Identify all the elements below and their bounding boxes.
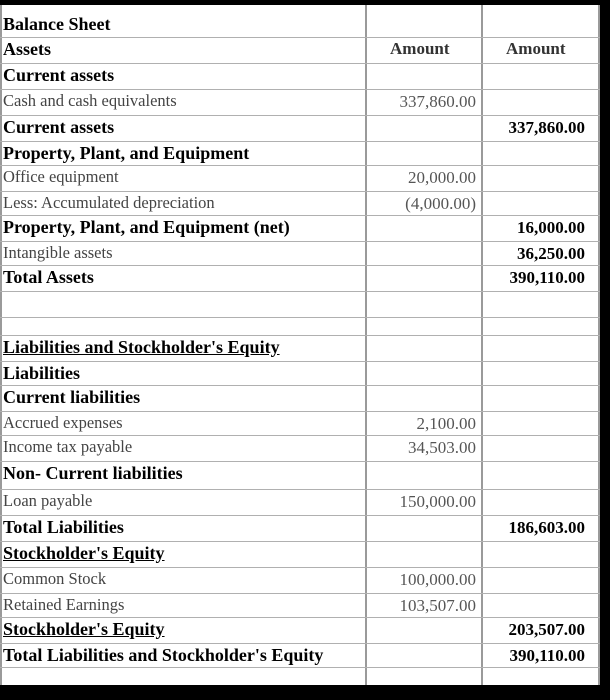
amount-column-header-2: Amount [506, 39, 566, 58]
accumulated-depreciation-row [0, 191, 600, 215]
header-assets: Assets [3, 39, 51, 59]
row-label: Accrued expenses [3, 413, 123, 432]
row-label: Common Stock [3, 569, 107, 588]
amount-cell-1: (4,000.00) [405, 194, 476, 213]
row-label: Stockholder's Equity [3, 619, 165, 639]
row-divider [0, 667, 600, 668]
row-label: Retained Earnings [3, 595, 125, 614]
row-label: Stockholder's Equity [3, 543, 165, 563]
row-label: Intangible assets [3, 243, 113, 262]
row-label: Current assets [3, 117, 115, 137]
cash-row [0, 89, 600, 113]
ppe-heading [0, 141, 600, 165]
row-label: Total Liabilities and Stockholder's Equity [3, 645, 324, 665]
header-row [0, 37, 600, 65]
row-label: Liabilities [3, 363, 81, 383]
row-label: Non- Current liabilities [3, 463, 183, 483]
accrued-expenses-row [0, 411, 600, 435]
row-label: Loan payable [3, 491, 93, 510]
office-equipment-row [0, 165, 600, 189]
income-tax-payable-row [0, 435, 600, 459]
title-row [0, 13, 600, 37]
total-assets-row [0, 265, 600, 289]
loan-payable-row [0, 489, 600, 513]
row-label: Liabilities and Stockholder's Equity [3, 337, 280, 357]
row-label: Cash and cash equivalents [3, 91, 177, 110]
spacer-row [0, 292, 600, 316]
row-label: Income tax payable [3, 437, 133, 456]
intangible-assets-row [0, 241, 600, 265]
amount-cell-2: 390,110.00 [509, 646, 585, 665]
amount-cell-1: 337,860.00 [399, 92, 476, 111]
ppe-net-row [0, 215, 600, 239]
sheet-title: Balance Sheet [3, 14, 111, 34]
amount-cell-1: 100,000.00 [399, 570, 476, 589]
current-assets-total-row [0, 115, 600, 139]
row-label: Property, Plant, and Equipment (net) [3, 217, 290, 237]
amount-cell-1: 20,000.00 [408, 168, 476, 187]
amount-cell-1: 103,507.00 [399, 596, 476, 615]
amount-cell-2: 337,860.00 [508, 118, 585, 137]
common-stock-row [0, 567, 600, 591]
amount-cell-1: 34,503.00 [408, 438, 476, 457]
current-assets-heading [0, 63, 600, 87]
row-divider [0, 317, 600, 318]
row-label: Total Liabilities [3, 517, 124, 537]
row-label: Current liabilities [3, 387, 141, 407]
current-liabilities-heading [0, 385, 600, 409]
amount-cell-2: 36,250.00 [517, 244, 585, 263]
balance-sheet-table [0, 5, 600, 685]
total-liabilities-row [0, 515, 600, 539]
stockholders-equity-heading [0, 541, 600, 565]
non-current-liabilities-heading [0, 461, 600, 485]
row-label: Current assets [3, 65, 115, 85]
total-liabilities-equity-row [0, 643, 600, 667]
liabilities-heading [0, 361, 600, 385]
amount-cell-2: 186,603.00 [508, 518, 585, 537]
row-label: Office equipment [3, 167, 119, 186]
amount-cell-2: 390,110.00 [509, 268, 585, 287]
row-label: Total Assets [3, 267, 94, 287]
amount-column-header-1: Amount [390, 39, 450, 58]
row-label: Property, Plant, and Equipment [3, 143, 250, 163]
amount-cell-1: 2,100.00 [416, 414, 476, 433]
amount-cell-2: 16,000.00 [517, 218, 585, 237]
amount-cell-2: 203,507.00 [508, 620, 585, 639]
amount-cell-1: 150,000.00 [399, 492, 476, 511]
liabilities-equity-heading [0, 335, 600, 359]
stockholders-equity-total-row [0, 617, 600, 641]
row-label: Less: Accumulated depreciation [3, 193, 215, 212]
retained-earnings-row [0, 593, 600, 617]
